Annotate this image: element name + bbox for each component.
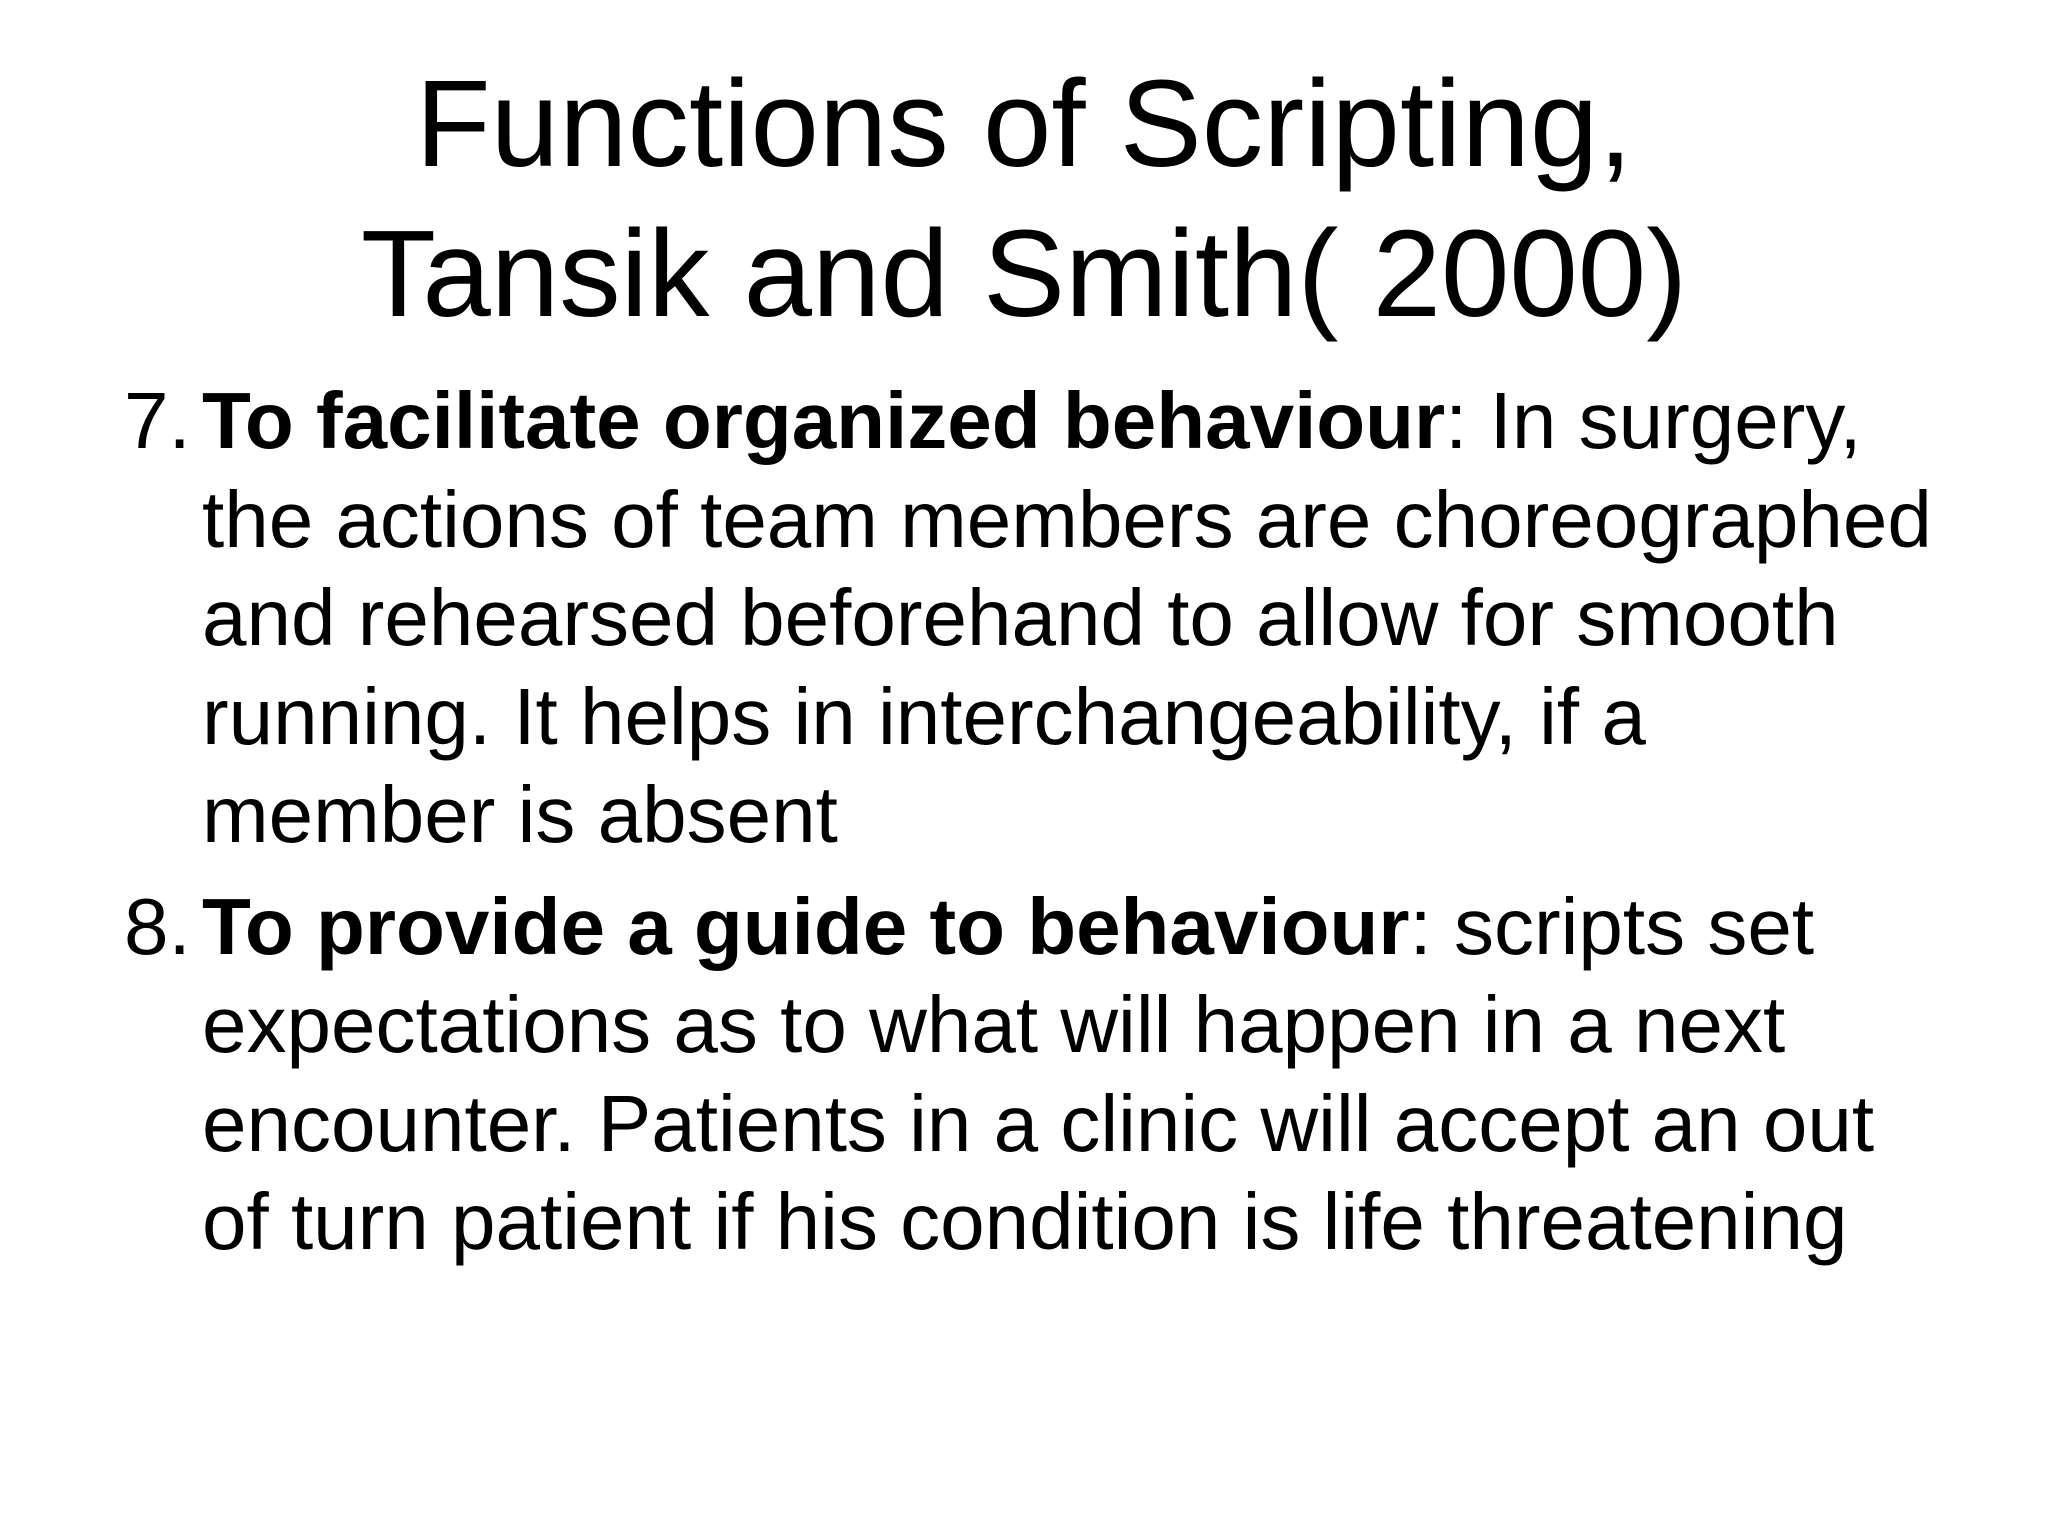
list-item-text: In surgery, the actions of team members are choreographed and rehearsed beforehand to allow for smooth running. It helps in interchangeability, if a member is absent (202, 376, 1932, 859)
list-item-separator: : (1409, 881, 1432, 971)
list-item-number: 7. (124, 376, 191, 465)
slide-title-line-2: Tansik and Smith( 2000) (360, 206, 1688, 343)
list-item-7 (124, 372, 1954, 865)
list-item-separator: : (1445, 376, 1468, 465)
slide-title (0, 50, 2048, 350)
list-item-number: 8. (124, 881, 191, 971)
slide-body (124, 372, 1954, 1272)
slide-title-line-1: Functions of Scripting, (415, 56, 1633, 193)
list-item-heading: To facilitate organized behaviour (202, 376, 1446, 465)
list-item-text: scripts set expectations as to what will happen in a next encounter. Patients in a clinic will accept an out of turn patient if his condition is life threatening (202, 881, 1875, 1266)
list-item-8 (124, 878, 1954, 1272)
list-item-heading: To provide a guide to behaviour (202, 881, 1410, 971)
